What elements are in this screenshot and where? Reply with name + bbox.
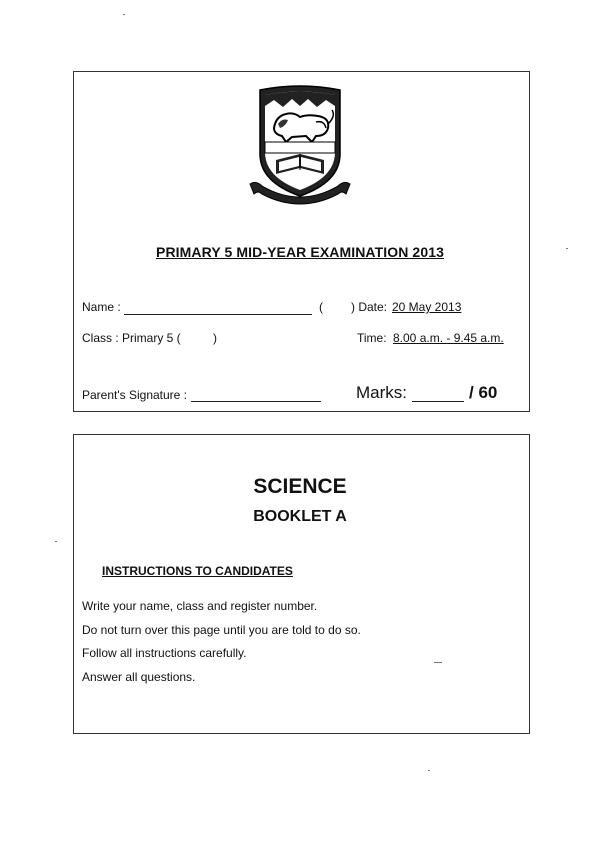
booklet-title: BOOKLET A (253, 508, 347, 525)
marks-label: Marks: (356, 383, 407, 402)
instruction-item: Write your name, class and register number. (82, 599, 318, 613)
subject-title: SCIENCE (253, 475, 347, 498)
scan-speck (434, 662, 442, 663)
scan-speck (428, 770, 430, 771)
name-register-bracket: ( (319, 300, 323, 314)
scan-speck (566, 248, 568, 249)
instructions-heading: INSTRUCTIONS TO CANDIDATES (102, 564, 293, 578)
instructions-list (82, 598, 361, 692)
parent-signature-line[interactable] (191, 400, 321, 402)
scan-speck (55, 541, 57, 542)
class-label: Class : Primary 5 ( (82, 331, 181, 345)
parent-signature-label: Parent's Signature : (82, 388, 188, 402)
time-label: Time: (357, 331, 387, 345)
instruction-item: Follow all instructions carefully. (82, 646, 247, 660)
class-bracket-close: ) (213, 331, 217, 345)
date-value: 20 May 2013 (392, 300, 462, 314)
instruction-item: Do not turn over this page until you are told to do so. (82, 622, 361, 637)
scan-speck (123, 14, 125, 15)
school-crest-icon (246, 84, 354, 208)
marks-line[interactable] (412, 400, 464, 402)
name-line[interactable] (124, 313, 312, 315)
name-label: Name : (82, 300, 121, 314)
exam-title: PRIMARY 5 MID-YEAR EXAMINATION 2013 (156, 244, 444, 260)
date-label: ) Date: (351, 300, 388, 314)
instruction-item: Answer all questions. (82, 669, 196, 684)
marks-total: / 60 (469, 383, 498, 402)
time-value: 8.00 a.m. - 9.45 a.m. (393, 331, 504, 345)
